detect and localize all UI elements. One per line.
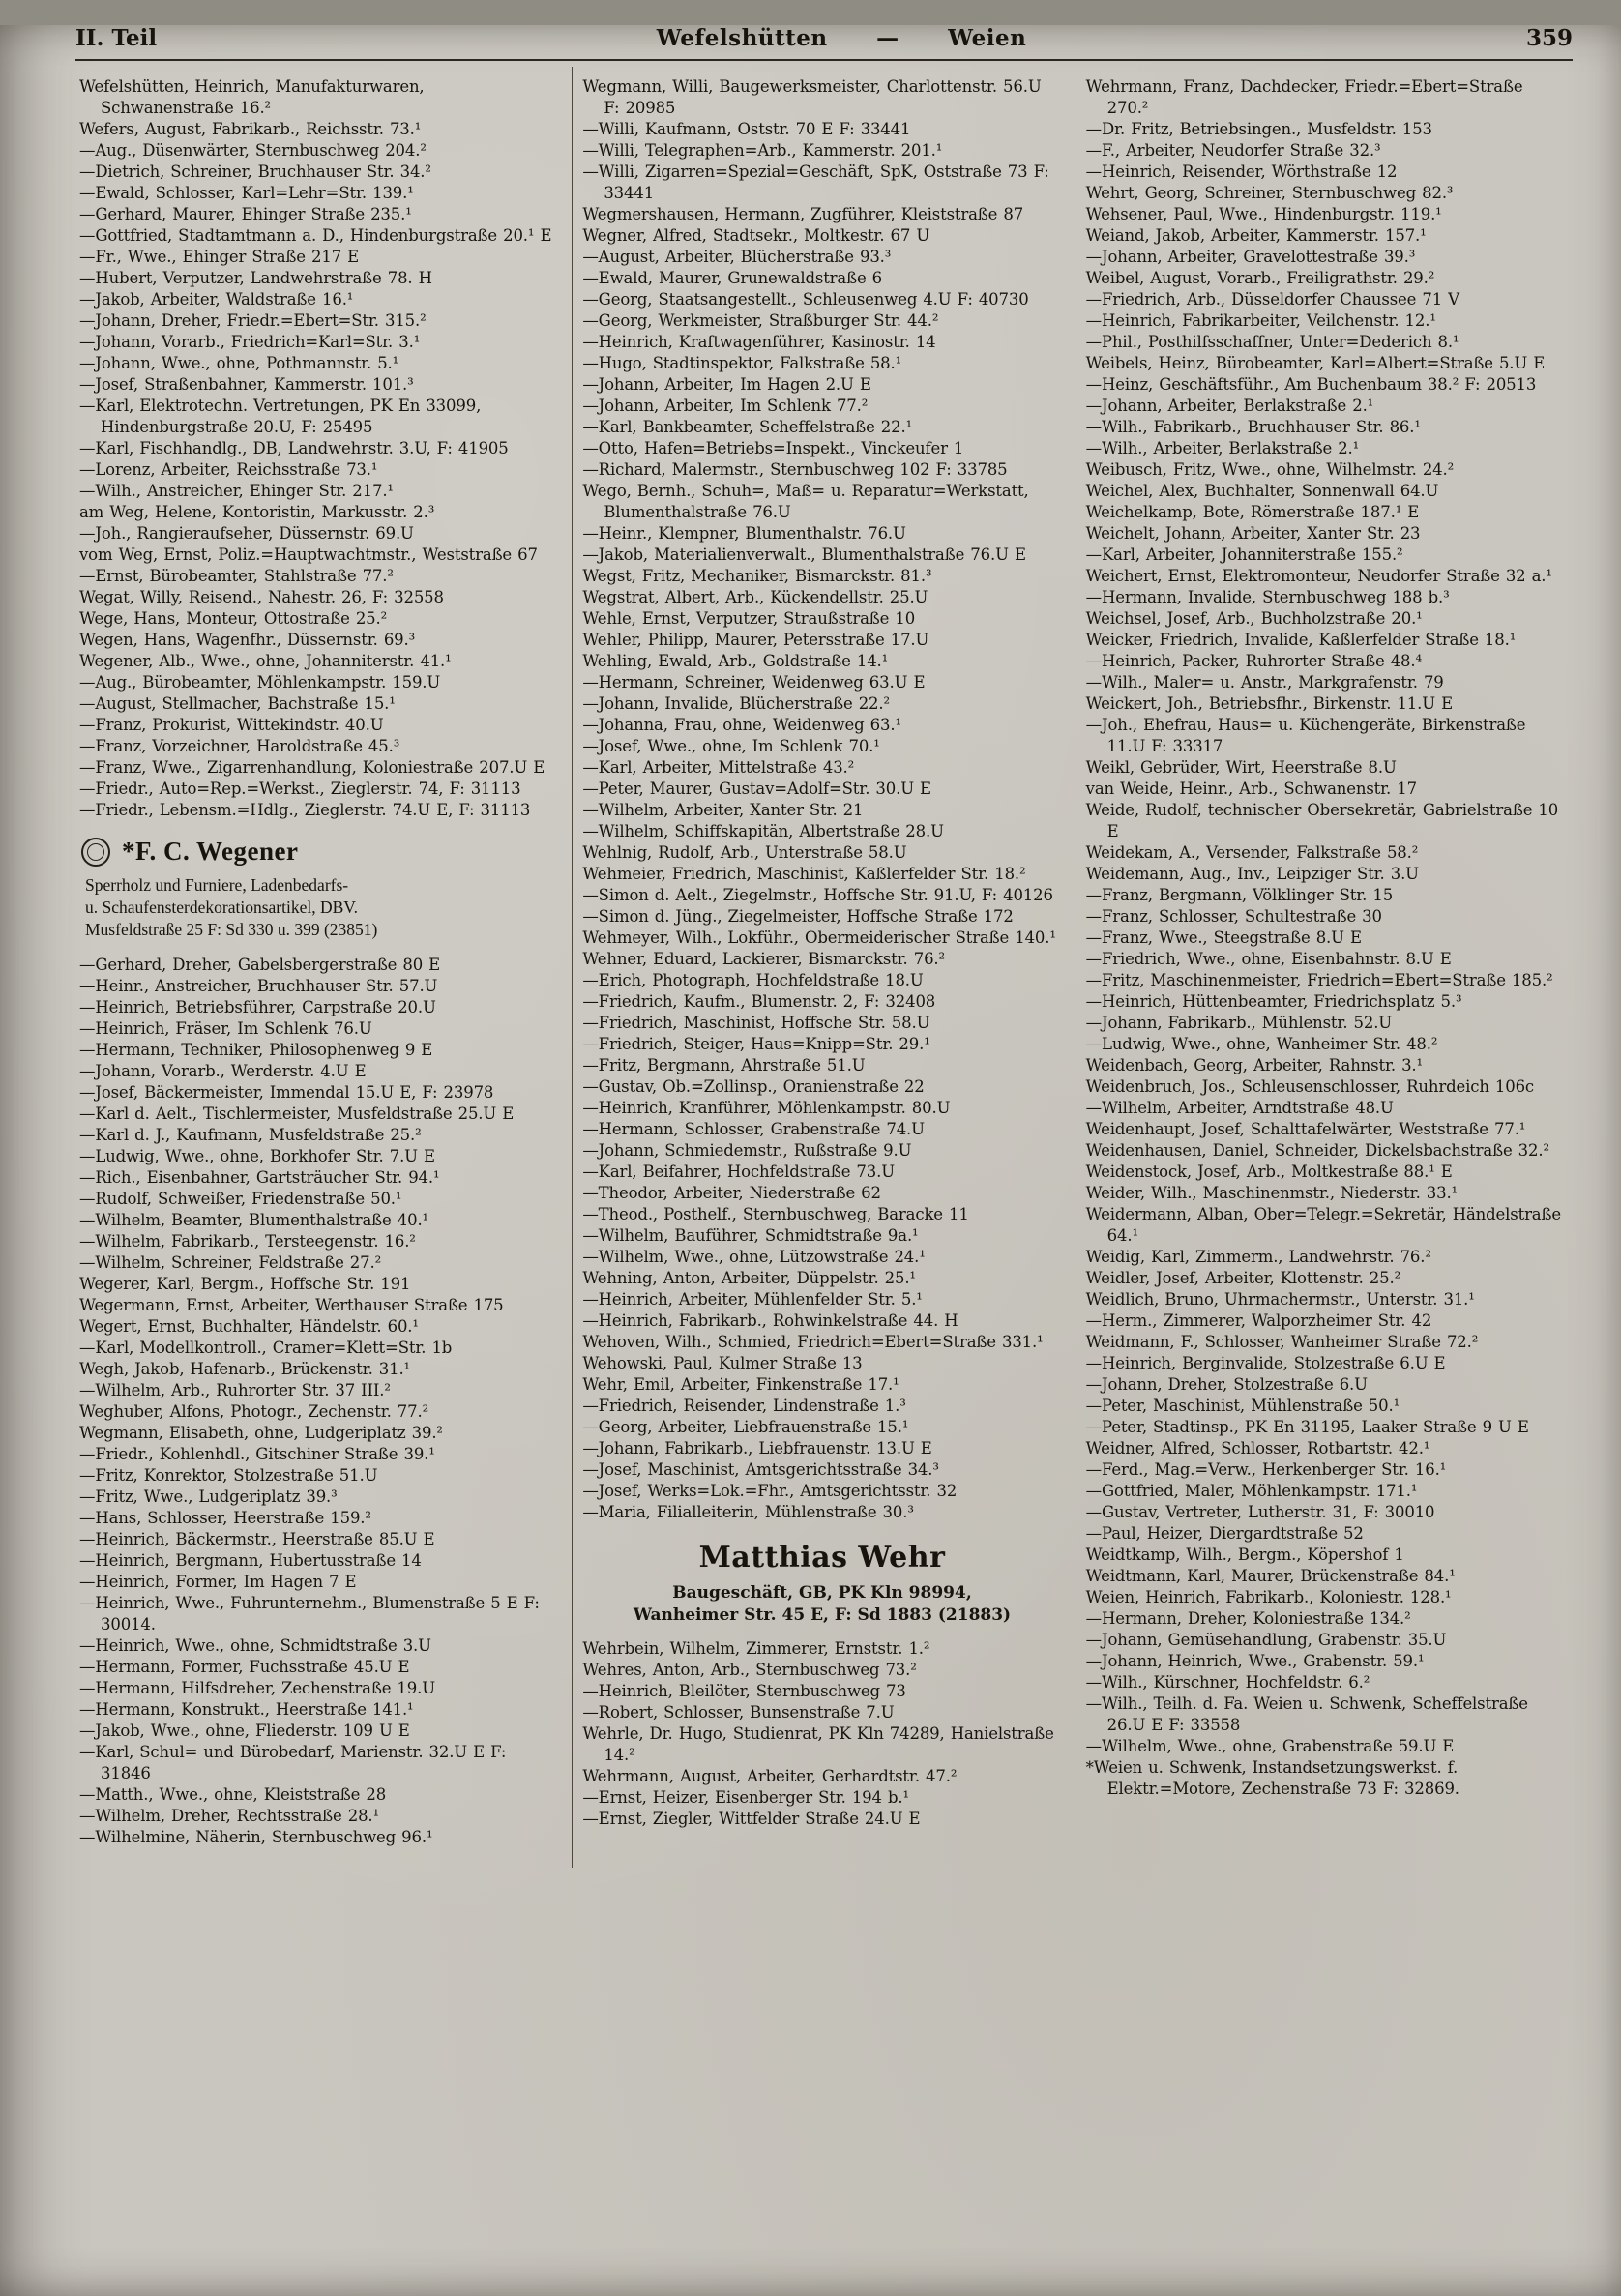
directory-entry: Wehowski, Paul, Kulmer Straße 13 — [582, 1354, 863, 1372]
directory-entry: Weidenhausen, Daniel, Schneider, Dickelsbachstraße 32.² — [1085, 1141, 1549, 1160]
directory-entry: —Franz, Prokurist, Wittekindstr. 40.U — [79, 716, 384, 734]
directory-entry: —Wilhelm, Arbeiter, Xanter Str. 21 — [582, 801, 864, 819]
directory-entry: —Peter, Maurer, Gustav=Adolf=Str. 30.U E — [582, 780, 931, 798]
directory-entry: —Johann, Gemüsehandlung, Grabenstr. 35.U — [1085, 1631, 1447, 1649]
directory-entry: Weibels, Heinz, Bürobeamter, Karl=Albert=Straße 5.U E — [1085, 354, 1546, 372]
directory-entry: —Heinrich, Reisender, Wörthstraße 12 — [1085, 162, 1398, 181]
columns-container — [70, 67, 1578, 1868]
directory-entry: —Phil., Posthilfsschaffner, Unter=Dederich 8.¹ — [1085, 333, 1459, 351]
directory-entry: Wehsener, Paul, Wwe., Hindenburgstr. 119.¹ — [1085, 205, 1442, 223]
directory-entry: Wegner, Alfred, Stadtsekr., Moltkestr. 67 U — [582, 226, 930, 245]
directory-entry: —Karl d. J., Kaufmann, Musfeldstraße 25.² — [79, 1126, 422, 1144]
directory-entry: Wegermann, Ernst, Arbeiter, Werthauser Straße 175 — [79, 1296, 504, 1314]
directory-column-2 — [572, 67, 1075, 1868]
directory-entry: —Ewald, Schlosser, Karl=Lehr=Str. 139.¹ — [79, 184, 414, 202]
directory-entry: —Gerhard, Dreher, Gabelsbergerstraße 80 E — [79, 956, 441, 974]
directory-entry: —Matth., Wwe., ohne, Kleiststraße 28 — [79, 1785, 387, 1804]
directory-entry: Weidermann, Alban, Ober=Telegr.=Sekretär, Händelstraße 64.¹ — [1085, 1205, 1561, 1245]
directory-entry: —Johann, Vorarb., Friedrich=Karl=Str. 3.¹ — [79, 333, 421, 351]
directory-entry: —Joh., Rangieraufseher, Düssernstr. 69.U — [79, 524, 414, 543]
directory-entry: Wego, Bernh., Schuh=, Maß= u. Reparatur=Werkstatt, Blumenthalstraße 76.U — [582, 482, 1029, 521]
directory-entry: —Johanna, Frau, ohne, Weidenweg 63.¹ — [582, 716, 901, 734]
directory-entry: —Theodor, Arbeiter, Niederstraße 62 — [582, 1184, 881, 1202]
wegener-logo-icon — [81, 838, 110, 867]
directory-entry: —Johann, Invalide, Blücherstraße 22.² — [582, 694, 890, 713]
directory-entry: Wegert, Ernst, Buchhalter, Händelstr. 60.¹ — [79, 1317, 419, 1336]
directory-entry: —Heinrich, Arbeiter, Mühlenfelder Str. 5.¹ — [582, 1290, 923, 1309]
directory-entry: —Wilhelm, Schreiner, Feldstraße 27.² — [79, 1253, 382, 1272]
directory-entry: —Heinr., Anstreicher, Bruchhauser Str. 57.U — [79, 977, 438, 995]
directory-entry: —Peter, Stadtinsp., PK En 31195, Laaker Straße 9 U E — [1085, 1418, 1529, 1436]
directory-entry: —Otto, Hafen=Betriebs=Inspekt., Vinckeufer 1 — [582, 439, 964, 457]
directory-entry: —Fritz, Bergmann, Ahrstraße 51.U — [582, 1056, 866, 1074]
directory-entry: —Karl, Elektrotechn. Vertretungen, PK En 33099, Hindenburgstraße 20.U, F: 25495 — [79, 397, 482, 436]
directory-entry: —Herm., Zimmerer, Walporzheimer Str. 42 — [1085, 1311, 1432, 1330]
directory-entry: —Wilhelm, Wwe., ohne, Grabenstraße 59.U E — [1085, 1737, 1455, 1755]
directory-entry: —Maria, Filialleiterin, Mühlenstraße 30.³ — [582, 1503, 914, 1521]
directory-entry: Weidlich, Bruno, Uhrmachermstr., Unterstr. 31.¹ — [1085, 1290, 1475, 1309]
directory-entry: Wehle, Ernst, Verputzer, Straußstraße 10 — [582, 609, 916, 628]
directory-entry: —Dietrich, Schreiner, Bruchhauser Str. 34.² — [79, 162, 431, 181]
directory-entry: —Richard, Malermstr., Sternbuschweg 102 F: 33785 — [582, 460, 1008, 479]
directory-entry: Wehning, Anton, Arbeiter, Düppelstr. 25.¹ — [582, 1269, 916, 1287]
directory-entry: —Ewald, Maurer, Grunewaldstraße 6 — [582, 269, 883, 287]
directory-entry: —Robert, Schlosser, Bunsenstraße 7.U — [582, 1703, 895, 1722]
directory-entry: —Heinrich, Kranführer, Möhlenkampstr. 80.U — [582, 1099, 951, 1117]
directory-entry: —Hermann, Konstrukt., Heerstraße 141.¹ — [79, 1700, 414, 1719]
directory-entry: Wefelshütten, Heinrich, Manufakturwaren, Schwanenstraße 16.² — [79, 77, 425, 117]
directory-entry: —Wilh., Arbeiter, Berlakstraße 2.¹ — [1085, 439, 1360, 457]
directory-entry: —Ernst, Heizer, Eisenberger Str. 194 b.¹ — [582, 1788, 909, 1807]
directory-entry: —Karl d. Aelt., Tischlermeister, Musfeldstraße 25.U E — [79, 1104, 515, 1123]
directory-entry: —Friedrich, Wwe., ohne, Eisenbahnstr. 8.U E — [1085, 950, 1452, 968]
page-number: 359 — [1525, 25, 1573, 51]
directory-entry: —Johann, Dreher, Stolzestraße 6.U — [1085, 1375, 1368, 1394]
directory-entry: —Gustav, Ob.=Zollinsp., Oranienstraße 22 — [582, 1077, 925, 1096]
directory-entry: Weidenhaupt, Josef, Schalttafelwärter, Weststraße 77.¹ — [1085, 1120, 1526, 1138]
directory-entry: Wegener, Alb., Wwe., ohne, Johanniterstr. 41.¹ — [79, 652, 452, 670]
directory-entry: —Willi, Telegraphen=Arb., Kammerstr. 201.¹ — [582, 141, 943, 160]
directory-entry: Weichsel, Josef, Arb., Buchholzstraße 20.¹ — [1085, 609, 1423, 628]
directory-entry: Wehr, Emil, Arbeiter, Finkenstraße 17.¹ — [582, 1375, 899, 1394]
directory-entry: —Wilhelm, Arb., Ruhrorter Str. 37 III.² — [79, 1381, 391, 1399]
section-label: II. Teil — [75, 25, 158, 51]
directory-entry: Weidemann, Aug., Inv., Leipziger Str. 3.U — [1085, 865, 1419, 883]
directory-entry: —Gustav, Vertreter, Lutherstr. 31, F: 30010 — [1085, 1503, 1435, 1521]
directory-entry: Wehling, Ewald, Arb., Goldstraße 14.¹ — [582, 652, 889, 670]
directory-entry: Weickert, Joh., Betriebsfhr., Birkenstr. 11.U E — [1085, 694, 1453, 713]
directory-entry: —Johann, Schmiedemstr., Rußstraße 9.U — [582, 1141, 912, 1160]
directory-entry: —Rudolf, Schweißer, Friedenstraße 50.¹ — [79, 1190, 402, 1208]
directory-entry: —Hermann, Schreiner, Weidenweg 63.U E — [582, 673, 926, 692]
directory-entry: —Johann, Fabrikarb., Liebfrauenstr. 13.U E — [582, 1439, 932, 1457]
directory-entry: —Heinr., Klempner, Blumenthalstr. 76.U — [582, 524, 906, 543]
directory-entry: —Wilhelm, Beamter, Blumenthalstraße 40.¹ — [79, 1211, 429, 1229]
directory-entry: —Karl, Arbeiter, Johanniterstraße 155.² — [1085, 545, 1403, 564]
directory-entry: Weidtmann, Karl, Maurer, Brückenstraße 84.¹ — [1085, 1567, 1456, 1585]
ad-title: *F. C. Wegener — [122, 837, 299, 866]
directory-entry: —Franz, Schlosser, Schultestraße 30 — [1085, 907, 1382, 926]
directory-entry: —Wilhelm, Wwe., ohne, Lützowstraße 24.¹ — [582, 1248, 926, 1266]
directory-entry: —Fritz, Maschinenmeister, Friedrich=Ebert=Straße 185.² — [1085, 971, 1553, 989]
directory-entry: Weider, Wilh., Maschinenmstr., Niederstr. 33.¹ — [1085, 1184, 1459, 1202]
directory-entry: Weidtkamp, Wilh., Bergm., Köpershof 1 — [1085, 1545, 1404, 1564]
directory-entry: —Hermann, Hilfsdreher, Zechenstraße 19.U — [79, 1679, 435, 1697]
directory-entry: —Heinrich, Packer, Ruhrorter Straße 48.⁴ — [1085, 652, 1422, 670]
ad-line: Musfeldstraße 25 F: Sd 330 u. 399 (23851) — [85, 920, 378, 939]
ad-line: Baugeschäft, GB, PK Kln 98994, — [672, 1583, 972, 1603]
directory-entry: —Ludwig, Wwe., ohne, Wanheimer Str. 48.² — [1085, 1035, 1438, 1053]
directory-entry: Wegerer, Karl, Bergm., Hoffsche Str. 191 — [79, 1275, 411, 1293]
directory-entry: —Johann, Arbeiter, Im Schlenk 77.² — [582, 397, 869, 415]
directory-entry: —Dr. Fritz, Betriebsingen., Musfeldstr. 153 — [1085, 120, 1432, 138]
directory-entry: *Weien u. Schwenk, Instandsetzungswerkst. f. Elektr.=Motore, Zechenstraße 73 F: 32869. — [1085, 1758, 1459, 1798]
directory-entry: —Friedrich, Reisender, Lindenstraße 1.³ — [582, 1397, 906, 1415]
directory-entry: —Wilhelm, Schiffskapitän, Albertstraße 28.U — [582, 822, 944, 840]
directory-entry: —Karl, Schul= und Bürobedarf, Marienstr. 32.U E F: 31846 — [79, 1743, 507, 1782]
directory-entry: —Aug., Düsenwärter, Sternbuschweg 204.² — [79, 141, 427, 160]
ad-title: Matthias Wehr — [698, 1541, 946, 1575]
directory-entry: —Fritz, Wwe., Ludgeriplatz 39.³ — [79, 1487, 338, 1506]
directory-entry: Weidekam, A., Versender, Falkstraße 58.² — [1085, 843, 1419, 862]
directory-entry: —Hermann, Dreher, Koloniestraße 134.² — [1085, 1609, 1411, 1628]
directory-entry: van Weide, Heinr., Arb., Schwanenstr. 17 — [1085, 780, 1417, 798]
directory-entry: —August, Stellmacher, Bachstraße 15.¹ — [79, 694, 396, 713]
directory-entry: —Ludwig, Wwe., ohne, Borkhofer Str. 7.U E — [79, 1147, 435, 1165]
directory-entry: —Heinrich, Fabrikarbeiter, Veilchenstr. 12.¹ — [1085, 311, 1436, 330]
directory-entry: —Josef, Maschinist, Amtsgerichtsstraße 34.³ — [582, 1460, 939, 1479]
advertisement-header — [81, 837, 558, 867]
directory-entry: Wegmershausen, Hermann, Zugführer, Kleiststraße 87 — [582, 205, 1024, 223]
directory-entry: —Wilh., Maler= u. Anstr., Markgrafenstr. 79 — [1085, 673, 1444, 692]
directory-entry: —Friedr., Auto=Rep.=Werkst., Zieglerstr. 74, F: 31113 — [79, 780, 521, 798]
directory-entry: —Karl, Fischhandlg., DB, Landwehrstr. 3.U, F: 41905 — [79, 439, 509, 457]
directory-entry: —Heinrich, Berginvalide, Stolzestraße 6.U E — [1085, 1354, 1446, 1372]
directory-entry: Weghuber, Alfons, Photogr., Zechenstr. 77.² — [79, 1402, 429, 1421]
directory-entry: —Erich, Photograph, Hochfeldstraße 18.U — [582, 971, 924, 989]
directory-entry: —Heinrich, Wwe., ohne, Schmidtstraße 3.U — [79, 1636, 431, 1655]
directory-entry: Wegat, Willy, Reisend., Nahestr. 26, F: 32558 — [79, 588, 444, 606]
directory-entry: —Heinrich, Former, Im Hagen 7 E — [79, 1573, 357, 1591]
directory-entry: —Johann, Arbeiter, Berlakstraße 2.¹ — [1085, 397, 1374, 415]
directory-entry: —Simon d. Aelt., Ziegelmstr., Hoffsche Str. 91.U, F: 40126 — [582, 886, 1053, 904]
directory-entry: Weichel, Alex, Buchhalter, Sonnenwall 64.U — [1085, 482, 1439, 500]
directory-entry: —Johann, Dreher, Friedr.=Ebert=Str. 315.² — [79, 311, 427, 330]
directory-entry: Weidig, Karl, Zimmerm., Landwehrstr. 76.² — [1085, 1248, 1431, 1266]
directory-entry: —Karl, Modellkontroll., Cramer=Klett=Str. 1b — [79, 1339, 453, 1357]
directory-entry: —Friedr., Lebensm.=Hdlg., Zieglerstr. 74.U E, F: 31113 — [79, 801, 531, 819]
directory-entry: Wehner, Eduard, Lackierer, Bismarckstr. 76.² — [582, 950, 945, 968]
directory-entry: Weidenstock, Josef, Arb., Moltkestraße 88.¹ E — [1085, 1163, 1453, 1181]
directory-entry: —F., Arbeiter, Neudorfer Straße 32.³ — [1085, 141, 1381, 160]
directory-entry: Weidner, Alfred, Schlosser, Rotbartstr. 42.¹ — [1085, 1439, 1430, 1457]
directory-entry: vom Weg, Ernst, Poliz.=Hauptwachtmstr., Weststraße 67 — [79, 545, 538, 564]
directory-entry: Wehrmann, Franz, Dachdecker, Friedr.=Ebert=Straße 270.² — [1085, 77, 1523, 117]
directory-entry: —Heinrich, Fräser, Im Schlenk 76.U — [79, 1019, 372, 1038]
directory-entry: —Johann, Heinrich, Wwe., Grabenstr. 59.¹ — [1085, 1652, 1425, 1670]
directory-entry: —Friedr., Kohlenhdl., Gitschiner Straße 39.¹ — [79, 1445, 435, 1463]
directory-entry: —Franz, Vorzeichner, Haroldstraße 45.³ — [79, 737, 400, 755]
directory-entry: —Heinrich, Bleilöter, Sternbuschweg 73 — [582, 1682, 906, 1700]
directory-entry: —Heinz, Geschäftsführ., Am Buchenbaum 38.² F: 20513 — [1085, 375, 1537, 394]
directory-entry: —Hermann, Schlosser, Grabenstraße 74.U — [582, 1120, 925, 1138]
directory-entry: —Wilhelm, Bauführer, Schmidtstraße 9a.¹ — [582, 1226, 919, 1245]
directory-entry: Weicker, Friedrich, Invalide, Kaßlerfelder Straße 18.¹ — [1085, 631, 1517, 649]
directory-entry: Weibel, August, Vorarb., Freiligrathstr. 29.² — [1085, 269, 1435, 287]
directory-entry: Weichelkamp, Bote, Römerstraße 187.¹ E — [1085, 503, 1420, 521]
directory-entry: Wegen, Hans, Wagenfhr., Düssernstr. 69.³ — [79, 631, 416, 649]
page-header — [75, 25, 1573, 61]
directory-entry: —Josef, Straßenbahner, Kammerstr. 101.³ — [79, 375, 414, 394]
directory-entry: —Georg, Werkmeister, Straßburger Str. 44.² — [582, 311, 939, 330]
directory-entry: —Fr., Wwe., Ehinger Straße 217 E — [79, 248, 360, 266]
directory-entry: —Lorenz, Arbeiter, Reichsstraße 73.¹ — [79, 460, 378, 479]
directory-entry: —Johann, Arbeiter, Gravelottestraße 39.³ — [1085, 248, 1416, 266]
directory-entry: Wehmeier, Friedrich, Maschinist, Kaßlerfelder Str. 18.² — [582, 865, 1026, 883]
directory-entry: —Johann, Vorarb., Werderstr. 4.U E — [79, 1062, 367, 1080]
directory-entry: —Georg, Staatsangestellt., Schleusenweg 4.U F: 40730 — [582, 290, 1029, 309]
directory-entry: —Josef, Wwe., ohne, Im Schlenk 70.¹ — [582, 737, 880, 755]
directory-entry: Weidler, Josef, Arbeiter, Klottenstr. 25.² — [1085, 1269, 1401, 1287]
ad-line: u. Schaufensterdekorationsartikel, DBV. — [85, 898, 359, 917]
directory-entry: —Franz, Wwe., Zigarrenhandlung, Koloniestraße 207.U E — [79, 758, 545, 777]
directory-entry: Wegstrat, Albert, Arb., Kückendellstr. 25.U — [582, 588, 928, 606]
directory-entry: —Josef, Werks=Lok.=Fhr., Amtsgerichtsstr. 32 — [582, 1482, 958, 1500]
directory-entry: —Karl, Arbeiter, Mittelstraße 43.² — [582, 758, 855, 777]
directory-entry: —Hermann, Former, Fuchsstraße 45.U E — [79, 1658, 410, 1676]
directory-entry: —Ferd., Mag.=Verw., Herkenberger Str. 16.¹ — [1085, 1460, 1447, 1479]
directory-entry: —Fritz, Konrektor, Stolzestraße 51.U — [79, 1466, 378, 1485]
directory-entry: —Georg, Arbeiter, Liebfrauenstraße 15.¹ — [582, 1418, 909, 1436]
directory-entry: Weidenbruch, Jos., Schleusenschlosser, Ruhrdeich 106c — [1085, 1077, 1535, 1096]
directory-entry: —Franz, Bergmann, Völklinger Str. 15 — [1085, 886, 1394, 904]
directory-entry: Wehrbein, Wilhelm, Zimmerer, Ernststr. 1.² — [582, 1639, 930, 1658]
directory-entry: Weiand, Jakob, Arbeiter, Kammerstr. 157.¹ — [1085, 226, 1427, 245]
directory-column-1 — [70, 67, 572, 1868]
directory-entry: —Ernst, Ziegler, Wittfelder Straße 24.U E — [582, 1810, 921, 1828]
directory-entry: Wegmann, Willi, Baugewerksmeister, Charlottenstr. 56.U F: 20985 — [582, 77, 1042, 117]
directory-entry: —Heinrich, Kraftwagenführer, Kasinostr. 14 — [582, 333, 936, 351]
ad-line: Sperrholz und Furniere, Ladenbedarfs- — [85, 875, 349, 895]
directory-entry: —Jakob, Wwe., ohne, Fliederstr. 109 U E — [79, 1722, 410, 1740]
directory-entry: Wehler, Philipp, Maurer, Petersstraße 17.U — [582, 631, 929, 649]
directory-entry: Wehrle, Dr. Hugo, Studienrat, PK Kln 74289, Hanielstraße 14.² — [582, 1724, 1054, 1764]
directory-entry: Wehoven, Wilh., Schmied, Friedrich=Ebert=Straße 331.¹ — [582, 1333, 1044, 1351]
directory-entry: Weibusch, Fritz, Wwe., ohne, Wilhelmstr. 24.² — [1085, 460, 1455, 479]
directory-entry: —Heinrich, Wwe., Fuhrunternehm., Blumenstraße 5 E F: 30014. — [79, 1594, 540, 1634]
directory-entry: —Wilhelm, Arbeiter, Arndtstraße 48.U — [1085, 1099, 1394, 1117]
directory-entry: Weidmann, F., Schlosser, Wanheimer Straße 72.² — [1085, 1333, 1479, 1351]
directory-entry: —Willi, Zigarren=Spezial=Geschäft, SpK, Oststraße 73 F: 33441 — [582, 162, 1049, 202]
directory-page — [0, 25, 1621, 2296]
directory-entry: Wehrt, Georg, Schreiner, Sternbuschweg 82.³ — [1085, 184, 1454, 202]
directory-entry: —Wilhelm, Dreher, Rechtsstraße 28.¹ — [79, 1807, 379, 1825]
directory-entry: Wefers, August, Fabrikarb., Reichsstr. 73.¹ — [79, 120, 422, 138]
running-title: Wefelshütten — Weien — [656, 25, 1027, 51]
directory-entry: —Franz, Wwe., Steegstraße 8.U E — [1085, 928, 1362, 947]
directory-entry: Wege, Hans, Monteur, Ottostraße 25.² — [79, 609, 388, 628]
directory-entry: Wegmann, Elisabeth, ohne, Ludgeriplatz 39.² — [79, 1424, 443, 1442]
directory-entry: Weichelt, Johann, Arbeiter, Xanter Str. 23 — [1085, 524, 1421, 543]
directory-entry: —Wilh., Anstreicher, Ehinger Str. 217.¹ — [79, 482, 394, 500]
directory-entry: —Josef, Bäckermeister, Immendal 15.U E, F: 23978 — [79, 1083, 494, 1102]
directory-entry: Weichert, Ernst, Elektromonteur, Neudorfer Straße 32 a.¹ — [1085, 567, 1552, 585]
directory-entry: —Wilhelmine, Näherin, Sternbuschweg 96.¹ — [79, 1828, 433, 1846]
directory-entry: —Friedrich, Maschinist, Hoffsche Str. 58.U — [582, 1014, 930, 1032]
directory-entry: —Karl, Bankbeamter, Scheffelstraße 22.¹ — [582, 418, 913, 436]
directory-entry: —Theod., Posthelf., Sternbuschweg, Baracke 11 — [582, 1205, 969, 1223]
advertisement-wegener — [81, 837, 558, 941]
directory-column-3 — [1076, 67, 1578, 1868]
directory-entry: —Heinrich, Betriebsführer, Carpstraße 20.U — [79, 998, 436, 1016]
directory-entry: —Gottfried, Maler, Möhlenkampstr. 171.¹ — [1085, 1482, 1418, 1500]
directory-entry: —Heinrich, Hüttenbeamter, Friedrichsplatz 5.³ — [1085, 992, 1462, 1011]
directory-entry: —Hermann, Techniker, Philosophenweg 9 E — [79, 1041, 433, 1059]
advertisement-wehr — [582, 1541, 1061, 1627]
directory-entry: —Simon d. Jüng., Ziegelmeister, Hoffsche Straße 172 — [582, 907, 1014, 926]
directory-entry: —August, Arbeiter, Blücherstraße 93.³ — [582, 248, 892, 266]
directory-entry: —Wilh., Fabrikarb., Bruchhauser Str. 86.¹ — [1085, 418, 1421, 436]
directory-entry: —Peter, Maschinist, Mühlenstraße 50.¹ — [1085, 1397, 1400, 1415]
directory-entry: —Hans, Schlosser, Heerstraße 159.² — [79, 1509, 371, 1527]
directory-entry: —Wilhelm, Fabrikarb., Tersteegenstr. 16.² — [79, 1232, 416, 1251]
directory-entry: Weidenbach, Georg, Arbeiter, Rahnstr. 3.¹ — [1085, 1056, 1423, 1074]
directory-entry: am Weg, Helene, Kontoristin, Markusstr. 2.³ — [79, 503, 435, 521]
directory-entry: —Wilh., Kürschner, Hochfeldstr. 6.² — [1085, 1673, 1370, 1692]
directory-entry: —Friedrich, Steiger, Haus=Knipp=Str. 29.¹ — [582, 1035, 930, 1053]
directory-entry: Wehrmann, August, Arbeiter, Gerhardtstr. 47.² — [582, 1767, 958, 1785]
directory-entry: —Rich., Eisenbahner, Gartsträucher Str. 94.¹ — [79, 1168, 440, 1187]
directory-entry: —Johann, Arbeiter, Im Hagen 2.U E — [582, 375, 871, 394]
directory-entry: —Friedrich, Kaufm., Blumenstr. 2, F: 32408 — [582, 992, 936, 1011]
directory-entry: Wehmeyer, Wilh., Lokführ., Obermeiderischer Straße 140.¹ — [582, 928, 1056, 947]
directory-entry: —Heinrich, Bergmann, Hubertusstraße 14 — [79, 1551, 422, 1570]
directory-entry: Wegst, Fritz, Mechaniker, Bismarckstr. 81.³ — [582, 567, 932, 585]
directory-entry: —Heinrich, Bäckermstr., Heerstraße 85.U E — [79, 1530, 435, 1548]
directory-entry: —Friedrich, Arb., Düsseldorfer Chaussee 71 V — [1085, 290, 1459, 309]
directory-entry: —Wilh., Teilh. d. Fa. Weien u. Schwenk, Scheffelstraße 26.U E F: 33558 — [1085, 1694, 1528, 1734]
directory-entry: Wehlnig, Rudolf, Arb., Unterstraße 58.U — [582, 843, 907, 862]
directory-entry: —Heinrich, Fabrikarb., Rohwinkelstraße 44. H — [582, 1311, 958, 1330]
directory-entry: Weide, Rudolf, technischer Obersekretär, Gabrielstraße 10 E — [1085, 801, 1559, 840]
directory-entry: —Hugo, Stadtinspektor, Falkstraße 58.¹ — [582, 354, 902, 372]
directory-entry: Wegh, Jakob, Hafenarb., Brückenstr. 31.¹ — [79, 1360, 411, 1378]
directory-entry: —Johann, Fabrikarb., Mühlenstr. 52.U — [1085, 1014, 1393, 1032]
ad-line: Wanheimer Str. 45 E, F: Sd 1883 (21883) — [633, 1605, 1012, 1625]
directory-entry: —Aug., Bürobeamter, Möhlenkampstr. 159.U — [79, 673, 441, 692]
directory-entry: —Jakob, Materialienverwalt., Blumenthalstraße 76.U E — [582, 545, 1026, 564]
directory-entry: —Joh., Ehefrau, Haus= u. Küchengeräte, Birkenstraße 11.U F: 33317 — [1085, 716, 1526, 755]
directory-entry: —Johann, Wwe., ohne, Pothmannstr. 5.¹ — [79, 354, 399, 372]
directory-entry: —Hubert, Verputzer, Landwehrstraße 78. H — [79, 269, 432, 287]
directory-entry: —Willi, Kaufmann, Oststr. 70 E F: 33441 — [582, 120, 911, 138]
directory-entry: —Jakob, Arbeiter, Waldstraße 16.¹ — [79, 290, 354, 309]
directory-entry: —Paul, Heizer, Diergardtstraße 52 — [1085, 1524, 1364, 1543]
directory-entry: —Gerhard, Maurer, Ehinger Straße 235.¹ — [79, 205, 412, 223]
directory-entry: Weikl, Gebrüder, Wirt, Heerstraße 8.U — [1085, 758, 1397, 777]
directory-entry: —Hermann, Invalide, Sternbuschweg 188 b.³ — [1085, 588, 1450, 606]
directory-entry: Wehres, Anton, Arb., Sternbuschweg 73.² — [582, 1661, 917, 1679]
directory-entry: —Gottfried, Stadtamtmann a. D., Hindenburgstraße 20.¹ E — [79, 226, 552, 245]
directory-entry: —Ernst, Bürobeamter, Stahlstraße 77.² — [79, 567, 394, 585]
directory-entry: —Karl, Beifahrer, Hochfeldstraße 73.U — [582, 1163, 895, 1181]
directory-entry: Weien, Heinrich, Fabrikarb., Koloniestr. 128.¹ — [1085, 1588, 1452, 1606]
